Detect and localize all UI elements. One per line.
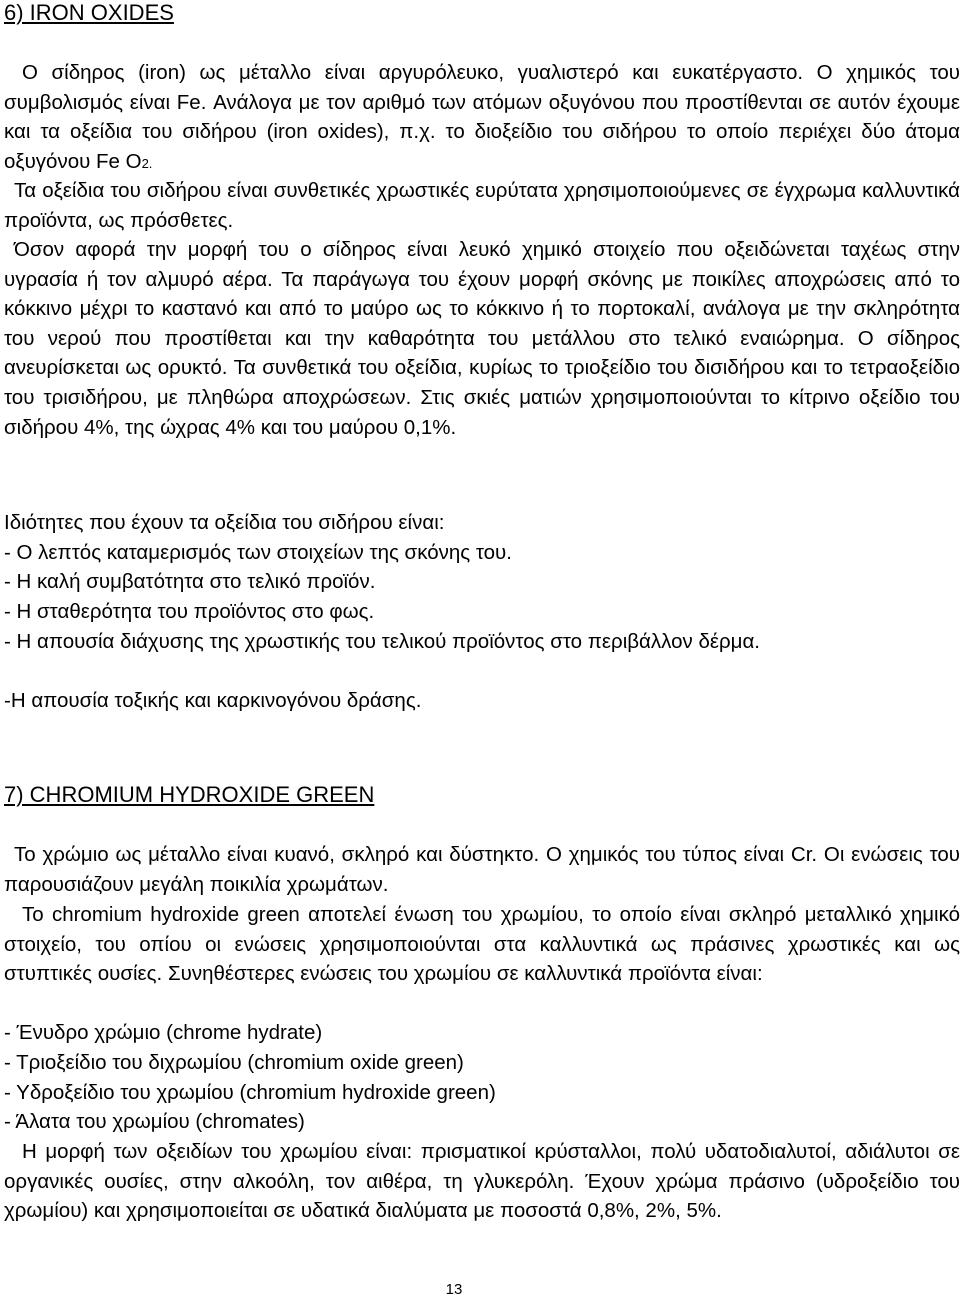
property-item: - Η απουσία διάχυσης της χρωστικής του τελικού προϊόντος στο περιβάλλον δέρμα.: [4, 630, 761, 653]
property-item: - Ο λεπτός καταμερισμός των στοιχείων της σκόνης του.: [4, 541, 512, 564]
chromium-intro-paragraph: Το χρώμιο ως μέταλλο είναι κυανό, σκληρό και δύστηκτο. Ο χημικός του τύπος είναι Cr. Οι ενώσεις του παρουσιάζουν μεγάλη ποικιλία χρωμάτων.: [4, 843, 960, 896]
chromium-hydroxide-paragraph: Το chromium hydroxide green αποτελεί ένωση του χρωμίου, το οποίο είναι σκληρό μεταλλικό χημικό στοιχείο, του οπίου οι ενώσεις χρησιμοποιούνται στα καλλυντικά ως πράσινες χρωστικές και ως στυπτικές ουσίες. Συνηθέστερες ενώσεις του χρωμίου σε καλλυντικά προϊόντα είναι:: [4, 903, 960, 986]
section-7-heading: 7) CHROMIUM HYDROXIDE GREEN: [4, 782, 375, 807]
page-number: 13: [445, 1281, 463, 1298]
property-item: -Η απουσία τοξικής και καρκινογόνου δράσης.: [4, 689, 422, 712]
compound-item: - Ένυδρο χρώμιο (chrome hydrate): [4, 1021, 323, 1044]
properties-intro: Ιδιότητες που έχουν τα οξείδια του σιδήρου είναι:: [4, 511, 445, 534]
iron-oxides-use-paragraph: Τα οξείδια του σιδήρου είναι συνθετικές χρωστικές ευρύτατα χρησιμοποιούμενες σε έγχρωμα καλλυντικά προϊόντα, ως πρόσθετες.: [4, 179, 960, 232]
compound-item: - Υδροξείδιο του χρωμίου (chromium hydroxide green): [4, 1081, 496, 1104]
iron-intro-text: Ο σίδηρος (iron) ως μέταλλο είναι αργυρόλευκο, γυαλιστερό και ευκατέργαστο. Ο χημικός του συμβολισμός είναι Fe. Ανάλογα με τον αριθμό των ατόμων οξυγόνου που προστίθενται σε αυτόν έχουμε και τα οξείδια του σιδήρου (iron oxides), π.χ. το διοξείδιο του σιδήρου το οποίο περιέχει δύο άτομα οξυγόνου Fe O: [4, 61, 960, 173]
compound-item: - Άλατα του χρωμίου (chromates): [4, 1110, 305, 1133]
compound-item: - Τριοξείδιο του διχρωμίου (chromium oxide green): [4, 1051, 464, 1074]
chromium-form-paragraph: Η μορφή των οξειδίων του χρωμίου είναι: πρισματικοί κρύσταλλοι, πολύ υδατοδιαλυτοί, αδιάλυτοι σε οργανικές ουσίες, στην αλκοόλη, τον αιθέρα, τη γλυκερόλη. Έχουν χρώμα πράσινο (υδροξείδιο του χρωμίου) και χρησιμοποιείται σε υδατικά διαλύματα με ποσοστά 0,8%, 2%, 5%.: [4, 1140, 960, 1223]
iron-form-paragraph: Όσον αφορά την μορφή του ο σίδηρος είναι λευκό χημικό στοιχείο που οξειδώνεται ταχέως στην υγρασία ή τον αλμυρό αέρα. Τα παράγωγα του έχουν μορφή σκόνης με ποικίλες αποχρώσεις από το κόκκινο μέχρι το καστανό και από το μαύρο ως το κόκκινο ή το πορτοκαλί, ανάλογα με την σκληρότητα του νερού που προστίθεται και την καθαρότητα του μετάλλου στο τελικό εναιώρημα. Ο σίδηρος ανευρίσκεται ως ορυκτό. Τα συνθετικά του οξείδια, κυρίως το τριοξείδιο του δισιδήρου και το τετραοξείδιο του τρισιδήρου, με πληθώρα αποχρώσεων. Στις σκιές ματιών χρησιμοποιούνται το κίτρινο οξείδιο του σιδήρου 4%, της ώχρας 4% και του μαύρου 0,1%.: [4, 238, 960, 439]
section-6-heading: 6) IRON OXIDES: [4, 0, 174, 25]
iron-intro-paragraph: [4, 58, 960, 178]
property-item: - Η καλή συμβατότητα στο τελικό προϊόν.: [4, 570, 376, 593]
property-item: - Η σταθερότητα του προϊόντος στο φως.: [4, 600, 375, 623]
oxygen-subscript: 2.: [141, 155, 153, 171]
